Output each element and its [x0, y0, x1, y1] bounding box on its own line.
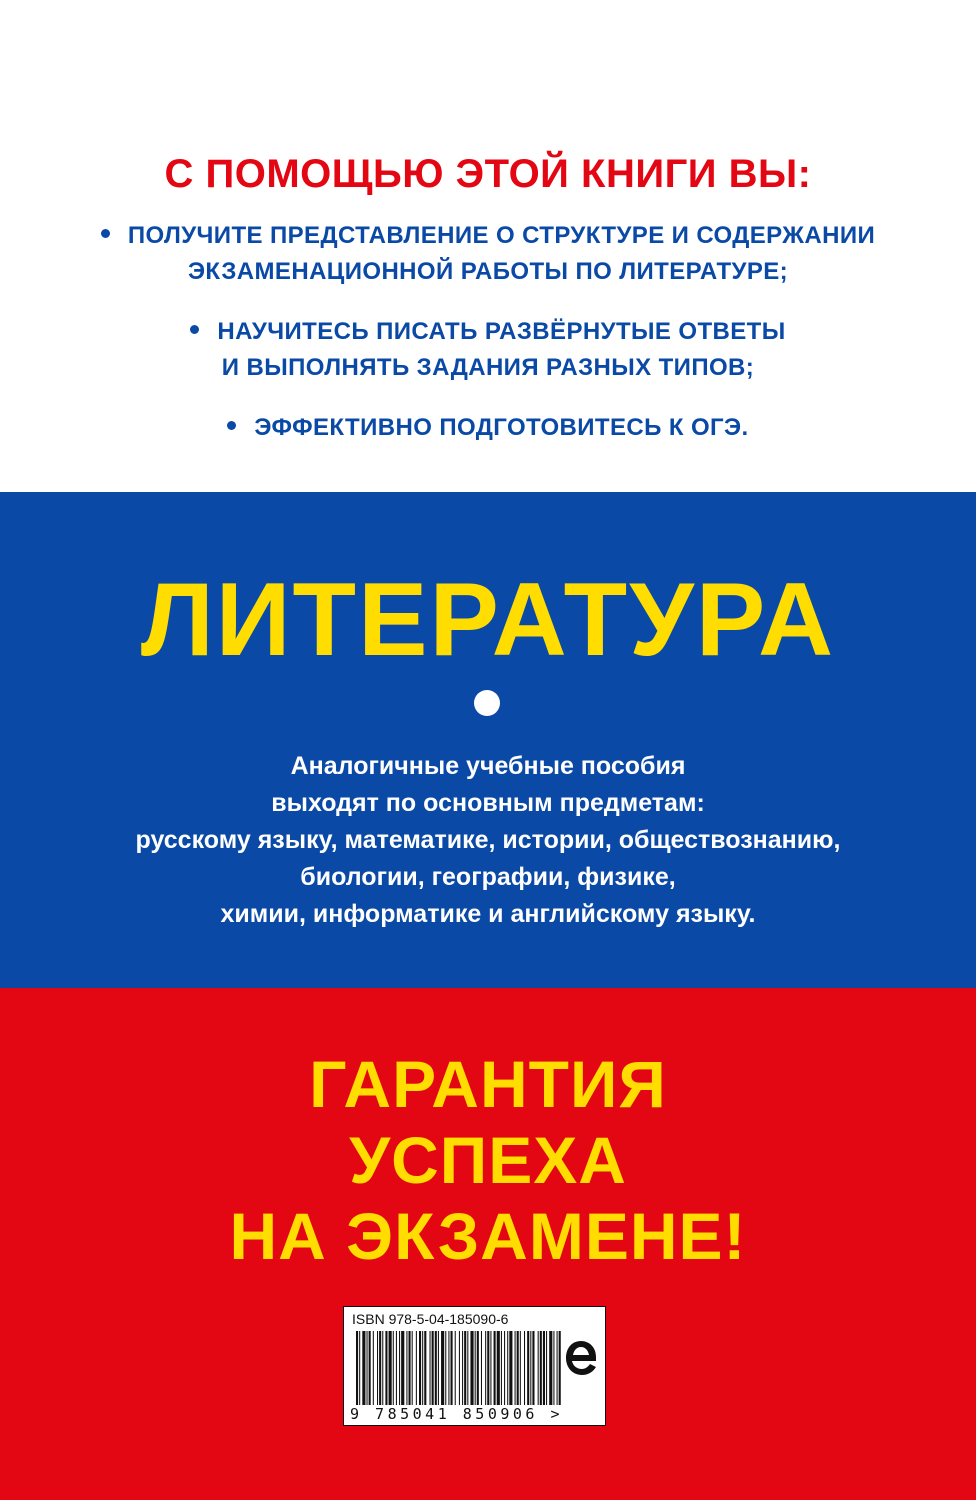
separator-dot-icon — [474, 690, 500, 716]
guarantee-slogan — [0, 1046, 976, 1274]
benefit-2-line-1: НАУЧИТЕСЬ ПИСАТЬ РАЗВЁРНУТЫЕ ОТВЕТЫ — [217, 318, 786, 345]
similar-line-2: выходят по основным предметам: — [271, 789, 705, 817]
bullet-dot-icon — [190, 325, 199, 334]
benefit-3-line-1: ЭФФЕКТИВНО ПОДГОТОВИТЕСЬ К ОГЭ. — [254, 414, 749, 441]
subject-title: ЛИТЕРАТУРА — [140, 562, 836, 678]
benefit-item-3 — [0, 410, 976, 446]
eksmo-e-logo-icon — [560, 1321, 604, 1407]
benefit-item-1 — [0, 218, 976, 290]
benefit-1-line-1: ПОЛУЧИТЕ ПРЕДСТАВЛЕНИЕ О СТРУКТУРЕ И СОДЕРЖАНИИ — [127, 222, 876, 249]
guarantee-line-3: НА ЭКЗАМЕНЕ! — [229, 1199, 747, 1273]
similar-line-1: Аналогичные учебные пособия — [290, 752, 686, 780]
similar-line-3: русскому языку, математике, истории, обществознанию, — [135, 826, 841, 854]
guarantee-line-2: УСПЕХА — [349, 1123, 627, 1197]
bullet-dot-icon — [101, 229, 110, 238]
bullet-dot-icon — [227, 421, 236, 430]
similar-line-4: биологии, географии, физике, — [300, 863, 676, 891]
benefit-2-line-2: И ВЫПОЛНЯТЬ ЗАДАНИЯ РАЗНЫХ ТИПОВ; — [221, 354, 755, 381]
benefit-1-line-2: ЭКЗАМЕНАЦИОННОЙ РАБОТЫ ПО ЛИТЕРАТУРЕ; — [187, 258, 789, 285]
isbn-barcode-block — [343, 1306, 606, 1426]
similar-books-text — [0, 748, 976, 933]
intro-heading: С ПОМОЩЬЮ ЭТОЙ КНИГИ ВЫ: — [164, 152, 812, 196]
guarantee-line-1: ГАРАНТИЯ — [309, 1047, 667, 1121]
barcode-digits: 9 785041 850906 > — [350, 1405, 564, 1423]
benefit-item-2 — [0, 314, 976, 386]
benefits-list — [0, 218, 976, 470]
isbn-label: ISBN 978-5-04-185090-6 — [352, 1311, 509, 1327]
barcode-icon — [354, 1331, 564, 1405]
similar-line-5: химии, информатике и английскому языку. — [220, 900, 756, 928]
